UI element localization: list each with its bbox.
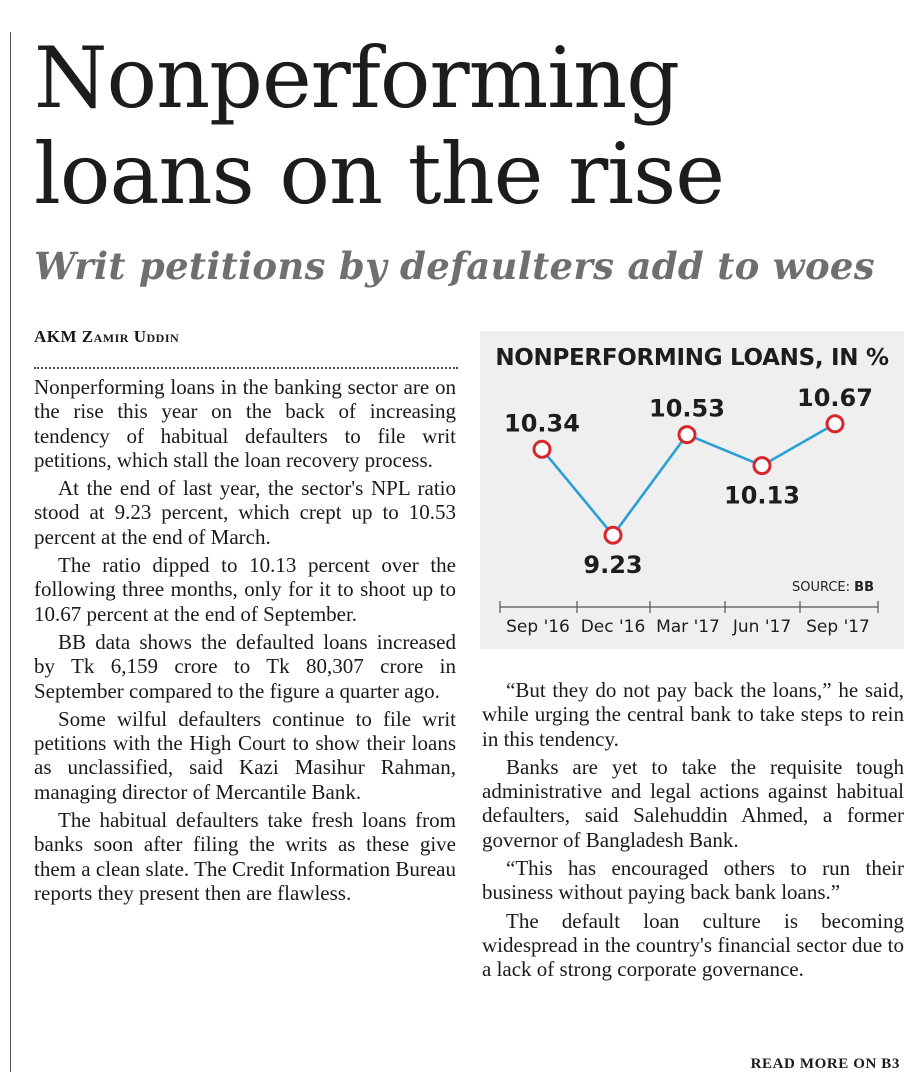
subheadline: Writ petitions by defaulters add to woes [34, 244, 875, 288]
data-label: 10.67 [797, 383, 873, 412]
source-value: BB [854, 580, 874, 595]
column-rule [10, 32, 11, 1072]
chart-plot [480, 331, 904, 649]
data-point [605, 527, 621, 543]
npl-chart [480, 331, 904, 649]
paragraph: Some wilful defaulters continue to file writ petitions with the High Court to show their loans as unclassified, said Kazi Masihur Rahman, managing director of Mercantile Bank. [34, 706, 456, 804]
x-tick-label: Dec '16 [580, 617, 646, 637]
paragraph: “But they do not pay back the loans,” he said, while urging the central bank to take steps to rein in this tendency. [482, 678, 904, 751]
byline: AKM Zamir Uddin [34, 327, 180, 346]
data-point [679, 427, 695, 443]
read-more-link[interactable]: READ MORE ON B3 [750, 1056, 900, 1072]
paragraph: Banks are yet to take the requisite tough administrative and legal actions against habitual defaulters, said Salehuddin Ahmed, a former governor of Bangladesh Bank. [482, 754, 904, 852]
headline [34, 30, 904, 222]
chart-title: NONPERFORMING LOANS, IN % [495, 345, 889, 371]
data-label: 10.53 [649, 394, 725, 423]
x-tick-label: Jun '17 [732, 617, 792, 637]
body-column-right [482, 678, 904, 986]
data-point [534, 441, 550, 457]
byline-divider [34, 367, 458, 369]
data-point [827, 416, 843, 432]
headline-line-1: Nonperforming [34, 29, 680, 127]
chart-source [792, 580, 874, 595]
paragraph: At the end of last year, the sector's NPL ratio stood at 9.23 percent, which crept up to 10.53 percent at the end of March. [34, 476, 456, 549]
paragraph: “This has encouraged others to run their business without paying back bank loans.” [482, 856, 904, 905]
x-tick-label: Sep '17 [806, 617, 870, 637]
data-point [754, 458, 770, 474]
source-label: SOURCE: [791, 580, 855, 595]
x-tick-label: Mar '17 [656, 617, 720, 637]
paragraph: BB data shows the defaulted loans increased by Tk 6,159 crore to Tk 80,307 crore in September compared to the figure a quarter ago. [34, 629, 456, 703]
x-tick-label: Sep '16 [506, 617, 570, 637]
data-label: 10.13 [724, 481, 800, 510]
paragraph: The default loan culture is becoming widespread in the country's financial sector due to a lack of strong corporate governance. [482, 908, 904, 982]
data-label: 10.34 [504, 409, 580, 438]
data-label: 9.23 [583, 551, 643, 580]
paragraph: Nonperforming loans in the banking sector are on the rise this year on the back of increasing tendency of habitual defaulters to file writ petitions, which stall the loan recovery process. [34, 375, 456, 472]
headline-line-2: loans on the rise [34, 125, 724, 223]
body-column-left [34, 375, 456, 909]
paragraph: The habitual defaulters take fresh loans from banks soon after filing the writs as these give them a clean slate. The Credit Information Bureau reports they present then are flawless. [34, 808, 456, 905]
paragraph: The ratio dipped to 10.13 percent over the following three months, only for it to shoot up to 10.67 percent at the end of September. [34, 553, 456, 626]
